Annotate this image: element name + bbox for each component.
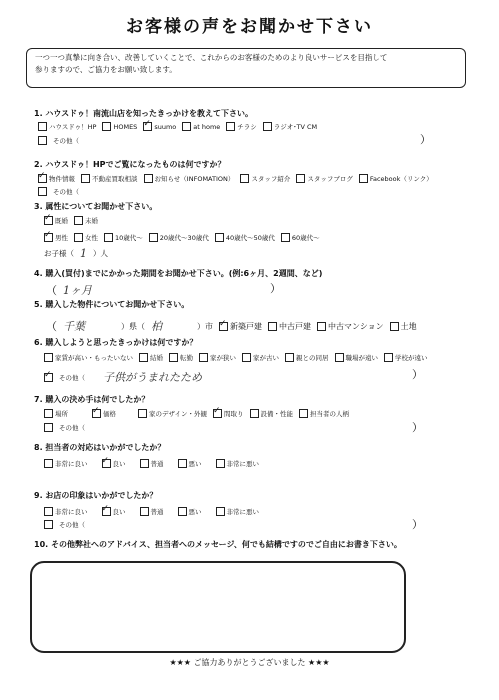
q3-option-40s-50s[interactable]: 40歳代～50歳代 <box>215 233 275 242</box>
checkbox[interactable] <box>44 423 53 432</box>
question-8-options <box>44 459 259 468</box>
checkbox[interactable] <box>139 353 148 362</box>
checkbox[interactable] <box>104 233 113 242</box>
q6-other-row: ✓ その他（ 子供がうまれたため <box>44 369 202 385</box>
q6-option-rent[interactable]: 家賃が高い・もったいない <box>44 353 133 362</box>
checkbox[interactable] <box>226 122 235 131</box>
checkbox[interactable] <box>317 322 326 331</box>
q6-option-old-house[interactable]: 家が古い <box>242 353 279 362</box>
q5-option-new-house[interactable]: ✓ 新築戸建 <box>219 321 262 332</box>
q8-option-good[interactable]: ✓ 良い <box>102 459 126 468</box>
checkbox[interactable] <box>299 409 308 418</box>
checkbox[interactable] <box>44 507 53 516</box>
intro-line-1: 一つ一つ真摯に向き合い、改善していくことで、これからのお客様のためのより良いサービスを目指して <box>35 53 388 62</box>
question-1-label: 1. ハウスドゥ！南流山店を知ったきっかけを教えて下さい。 <box>34 109 253 118</box>
checkbox-checked[interactable] <box>102 507 111 516</box>
q7-option-design[interactable]: 家のデザイン・外観 <box>138 409 207 418</box>
question-6-options <box>44 353 428 362</box>
q1-option-hp[interactable]: ハウスドゥ！HP <box>38 122 96 131</box>
checkbox[interactable] <box>281 233 290 242</box>
q3-option-single[interactable]: 未婚 <box>74 216 98 225</box>
checkbox[interactable] <box>144 174 153 183</box>
checkbox[interactable] <box>74 216 83 225</box>
q3-marital-row <box>44 216 98 225</box>
question-7-label: 7. 購入の決め手は何でしたか？ <box>34 395 150 404</box>
checkbox[interactable] <box>263 122 272 131</box>
question-8-label: 8. 担当者の対応はいかがでしたか？ <box>34 443 166 452</box>
q3-option-10s[interactable]: 10歳代～ <box>104 233 143 242</box>
q6-option-far-school[interactable]: 学校が遠い <box>384 353 428 362</box>
question-3-label: 3. 属性についてお聞かせ下さい。 <box>34 202 158 211</box>
q9-option-very-bad[interactable]: 非常に悪い <box>216 507 260 516</box>
q6-other-answer[interactable]: 子供がうまれたため <box>103 371 202 384</box>
checkbox[interactable] <box>182 122 191 131</box>
checkbox[interactable] <box>149 233 158 242</box>
checkbox[interactable] <box>178 459 187 468</box>
q2-other-row: その他（ <box>38 187 79 196</box>
checkbox[interactable] <box>44 459 53 468</box>
checkbox-checked[interactable] <box>38 174 47 183</box>
q6-option-small-house[interactable]: 家が狭い <box>199 353 236 362</box>
q1-option-flyer[interactable]: チラシ <box>226 122 257 131</box>
free-comment-box[interactable] <box>30 561 406 653</box>
checkbox[interactable] <box>102 122 111 131</box>
checkbox[interactable] <box>81 174 90 183</box>
question-5-label: 5. 購入した物件についてお聞かせ下さい。 <box>34 300 190 309</box>
question-2-options <box>38 174 433 183</box>
q1-option-radio-tv[interactable]: ラジオ･TV CM <box>263 122 317 131</box>
checkbox[interactable] <box>199 353 208 362</box>
checkbox[interactable] <box>216 459 225 468</box>
q5-location-row: （ 千葉 ）県（ 柏 ）市 ✓ 新築戸建 中古戸建 中古マンション 土地 <box>46 318 417 334</box>
question-1-options <box>38 122 317 131</box>
q2-option-blog[interactable]: スタッフブログ <box>296 174 353 183</box>
close-paren: ） <box>412 421 423 434</box>
checkbox[interactable] <box>215 233 224 242</box>
checkbox[interactable] <box>285 353 294 362</box>
q6-option-far-work[interactable]: 職場が遠い <box>335 353 379 362</box>
close-paren: ） <box>270 282 281 295</box>
q6-option-parents[interactable]: 親との同居 <box>285 353 329 362</box>
checkbox[interactable] <box>44 409 53 418</box>
q8-option-very-bad[interactable]: 非常に悪い <box>216 459 260 468</box>
checkbox[interactable] <box>178 507 187 516</box>
checkbox-checked[interactable] <box>44 233 53 242</box>
q8-option-average[interactable]: 普通 <box>140 459 164 468</box>
checkbox[interactable] <box>384 353 393 362</box>
checkbox[interactable] <box>140 459 149 468</box>
checkbox[interactable] <box>250 409 259 418</box>
question-6-label: 6. 購入しようと思ったきっかけは何ですか？ <box>34 338 198 347</box>
q3-option-60s[interactable]: 60歳代～ <box>281 233 320 242</box>
checkbox[interactable] <box>390 322 399 331</box>
question-4-label: 4. 購入(買付)までにかかった期間をお聞かせ下さい。(例:6ヶ月、2週間、など) <box>34 269 323 278</box>
q5-option-used-condo[interactable]: 中古マンション <box>317 321 384 332</box>
checkbox[interactable] <box>216 507 225 516</box>
q3-option-male[interactable]: ✓ 男性 <box>44 233 68 242</box>
q1-option-homes[interactable]: HOMES <box>102 122 137 131</box>
q3-option-female[interactable]: 女性 <box>74 233 98 242</box>
checkbox[interactable] <box>74 233 83 242</box>
q2-option-facebook[interactable]: Facebook（リンク） <box>359 174 433 183</box>
checkbox[interactable] <box>268 322 277 331</box>
q8-option-very-good[interactable]: 非常に良い <box>44 459 88 468</box>
q7-option-staff[interactable]: 担当者の人柄 <box>299 409 349 418</box>
q9-option-very-good[interactable]: 非常に良い <box>44 507 88 516</box>
q7-option-equipment[interactable]: 設備・性能 <box>250 409 294 418</box>
q1-other-row: その他（ <box>38 136 79 145</box>
intro-box <box>26 48 466 88</box>
checkbox-checked[interactable] <box>44 373 53 382</box>
checkbox-checked[interactable] <box>213 409 222 418</box>
q3-option-married[interactable]: ✓ 既婚 <box>44 216 68 225</box>
prefecture-value[interactable]: 千葉 <box>63 320 85 333</box>
checkbox[interactable] <box>296 174 305 183</box>
checkbox[interactable] <box>359 174 368 183</box>
q9-option-good[interactable]: ✓ 良い <box>102 507 126 516</box>
checkbox[interactable] <box>44 353 53 362</box>
checkbox-checked[interactable] <box>92 409 101 418</box>
q9-option-bad[interactable]: 悪い <box>178 507 202 516</box>
checkbox[interactable] <box>169 353 178 362</box>
q3-children-row: お子様（ 1 ）人 <box>44 247 108 260</box>
intro-line-2: 参りますので、ご協力をお願い致します。 <box>35 65 177 74</box>
checkbox-checked[interactable] <box>44 216 53 225</box>
q2-option-staff[interactable]: スタッフ紹介 <box>240 174 290 183</box>
checkbox[interactable] <box>138 409 147 418</box>
children-count-value[interactable]: 1 <box>80 247 87 260</box>
question-2-label: 2. ハウスドゥ！HPでご覧になったものは何ですか？ <box>34 160 226 169</box>
q7-option-location[interactable]: 場所 <box>44 409 68 418</box>
q8-option-bad[interactable]: 悪い <box>178 459 202 468</box>
period-answer[interactable]: 1ヶ月 <box>63 284 92 297</box>
checkbox-checked[interactable] <box>102 459 111 468</box>
q5-option-used-house[interactable]: 中古戸建 <box>268 321 311 332</box>
q7-option-price[interactable]: ✓ 価格 <box>92 409 116 418</box>
checkbox[interactable] <box>38 122 47 131</box>
checkbox[interactable] <box>335 353 344 362</box>
q2-option-buyback[interactable]: 不動産買取相談 <box>81 174 138 183</box>
checkbox-checked[interactable] <box>219 322 228 331</box>
q5-option-land[interactable]: 土地 <box>390 321 417 332</box>
page-title: お客様の声をお聞かせ下さい <box>126 17 373 37</box>
q2-option-news[interactable]: お知らせ（INFOMATION） <box>144 174 235 183</box>
question-10-label: 10. その他弊社へのアドバイス、担当者へのメッセージ、何でも結構ですのでご自由にお書き下さい。 <box>34 540 402 549</box>
checkbox-checked[interactable] <box>143 122 152 131</box>
q3-gender-age-row <box>44 233 320 242</box>
q7-option-layout[interactable]: ✓ 間取り <box>213 409 244 418</box>
q4-answer-row <box>46 282 92 298</box>
q9-other-row: その他（ <box>44 520 85 529</box>
checkbox[interactable] <box>38 136 47 145</box>
checkbox[interactable] <box>240 174 249 183</box>
q1-option-athome[interactable]: at home <box>182 122 220 131</box>
checkbox[interactable] <box>44 520 53 529</box>
close-paren: ） <box>420 133 431 146</box>
q7-other-row: その他（ <box>44 423 85 432</box>
city-value[interactable]: 柏 <box>151 320 162 333</box>
checkbox[interactable] <box>140 507 149 516</box>
q9-option-average[interactable]: 普通 <box>140 507 164 516</box>
footer-thanks: ★★★ ご協力ありがとうございました ★★★ <box>169 658 330 667</box>
question-9-label: 9. お店の印象はいかがでしたか？ <box>34 491 158 500</box>
checkbox[interactable] <box>242 353 251 362</box>
q6-option-marriage[interactable]: 結婚 <box>139 353 163 362</box>
q1-option-suumo[interactable]: ✓ suumo <box>143 122 176 131</box>
question-7-options <box>44 409 349 418</box>
q2-option-listings[interactable]: ✓ 物件情報 <box>38 174 75 183</box>
close-paren: ） <box>412 518 423 531</box>
close-paren: ） <box>412 368 423 381</box>
question-9-options <box>44 507 259 516</box>
q3-option-20s-30s[interactable]: 20歳代～30歳代 <box>149 233 209 242</box>
q6-option-transfer[interactable]: 転勤 <box>169 353 193 362</box>
open-paren: （ <box>46 284 57 297</box>
checkbox[interactable] <box>38 187 47 196</box>
